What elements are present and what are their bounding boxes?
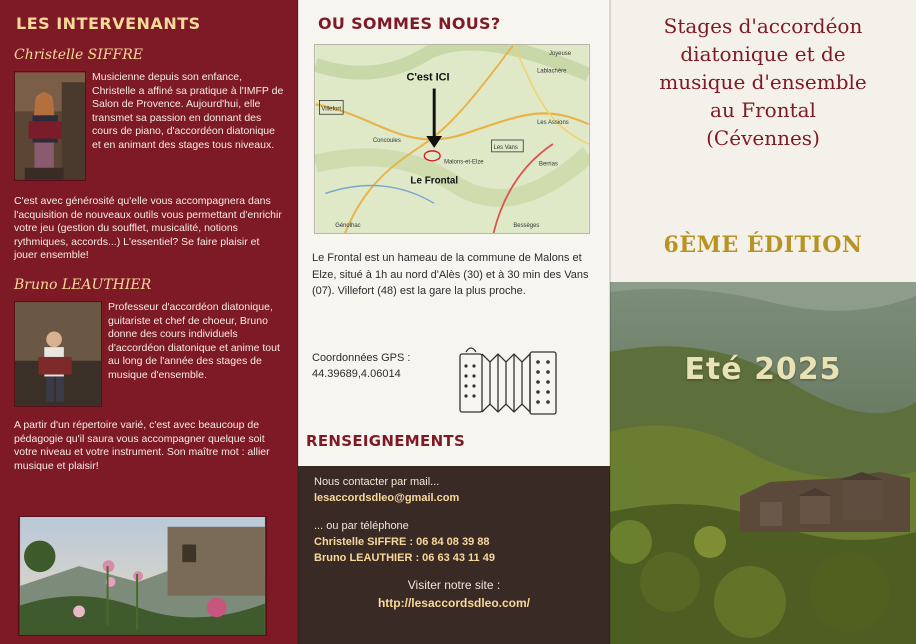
fold-line <box>297 0 299 644</box>
contact-box <box>298 466 610 644</box>
cover-panel <box>610 0 916 644</box>
cover-title-line: diatonique et de <box>680 42 846 66</box>
contact-phone-bruno: Bruno LEAUTHIER : 06 63 43 11 49 <box>314 552 495 564</box>
christelle-bio-block <box>14 71 284 181</box>
info-heading: RENSEIGNEMENTS <box>306 432 466 450</box>
map-town: Lablachère <box>537 68 567 75</box>
cover-title-line: au Frontal <box>710 98 816 122</box>
garden-photo <box>18 516 267 636</box>
map-town: Les Assions <box>537 120 569 127</box>
location-map <box>314 44 590 234</box>
website-link[interactable]: http://lesaccordsdleo.com/ <box>377 596 531 610</box>
bruno-name: Bruno LEAUTHIER <box>14 276 152 293</box>
intervenants-panel <box>0 0 298 644</box>
bruno-bio: Professeur d'accordéon diatonique, guitariste et chef de choeur, Bruno donne des cours individuels d'accordéon diatonique et anime tout au long de l'année des stages de musique d'ensemble. <box>108 300 280 381</box>
cover-title-line: (Cévennes) <box>706 126 820 150</box>
christelle-photo <box>14 71 86 181</box>
map-town: Malons-et-Elze <box>444 159 484 166</box>
edition-label: 6ÈME ÉDITION <box>663 232 863 258</box>
contact-email-link[interactable]: lesaccordsdleo@gmail.com <box>314 492 460 504</box>
bruno-photo <box>14 301 102 407</box>
accordion-icon <box>456 342 560 422</box>
map-here-label: C'est ICI <box>406 71 450 84</box>
cover-title-line: Stages d'accordéon <box>663 14 863 38</box>
map-town: Les Vans <box>493 144 518 151</box>
cover-title <box>610 12 916 152</box>
location-heading: OU SOMMES NOUS? <box>318 14 501 33</box>
christelle-name: Christelle SIFFRE <box>14 47 143 63</box>
gps-value: 44.39689,4.06014 <box>312 368 401 380</box>
christelle-paragraph: C'est avec générosité qu'elle vous accompagnera dans l'acquisition de nouveaux outils vous permettant d'enrichir votre jeu (gestion du soufflet, musicalité, notions rythmiques, accords...) L'essentiel? Se faire plaisir et jouer ensemble! <box>14 195 282 262</box>
intervenants-heading: LES INTERVENANTS <box>16 14 201 33</box>
bruno-paragraph: A partir d'un répertoire varié, c'est avec beaucoup de pédagogie qu'il saura vous accompagner quelque soit votre niveau et votre instrument. Son maître mot : allier musique et plaisir! <box>14 418 270 472</box>
contact-phone-intro: ... ou par téléphone <box>314 520 409 532</box>
map-place-label: Le Frontal <box>410 175 459 187</box>
map-town: Bessèges <box>513 223 540 230</box>
location-description: Le Frontal est un hameau de la commune de Malons et Elze, situé à 1h au nord d'Alès (30) et à 30 min des Vans (07). Villefort (48) est la gare la plus proche. <box>312 252 589 297</box>
landscape-photo <box>610 282 916 644</box>
website-intro: Visiter notre site : <box>407 578 501 592</box>
cover-title-line: musique d'ensemble <box>659 70 867 94</box>
map-town: Joyeuse <box>548 50 572 57</box>
gps-block <box>312 350 410 382</box>
location-panel <box>298 0 610 644</box>
map-town: Génolhac <box>335 223 361 230</box>
map-town: Villefort <box>321 106 342 113</box>
map-town: Berrias <box>539 161 558 168</box>
christelle-bio: Musicienne depuis son enfance, Christelle a affiné sa pratique à l'IMFP de Salon de Provence. Aujourd'hui, elle transmet sa passion en donnant des cours de piano, d'accordéon diatonique et en animant des stages tous niveaux. <box>92 71 284 151</box>
contact-phone-christelle: Christelle SIFFRE : 06 84 08 39 88 <box>314 536 490 548</box>
season-label: Eté 2025 <box>684 352 842 387</box>
bruno-bio-block <box>14 301 284 407</box>
contact-mail-intro: Nous contacter par mail... <box>314 476 440 488</box>
map-town: Concoules <box>372 137 401 144</box>
gps-label: Coordonnées GPS : <box>312 352 411 364</box>
fold-line <box>609 0 611 644</box>
